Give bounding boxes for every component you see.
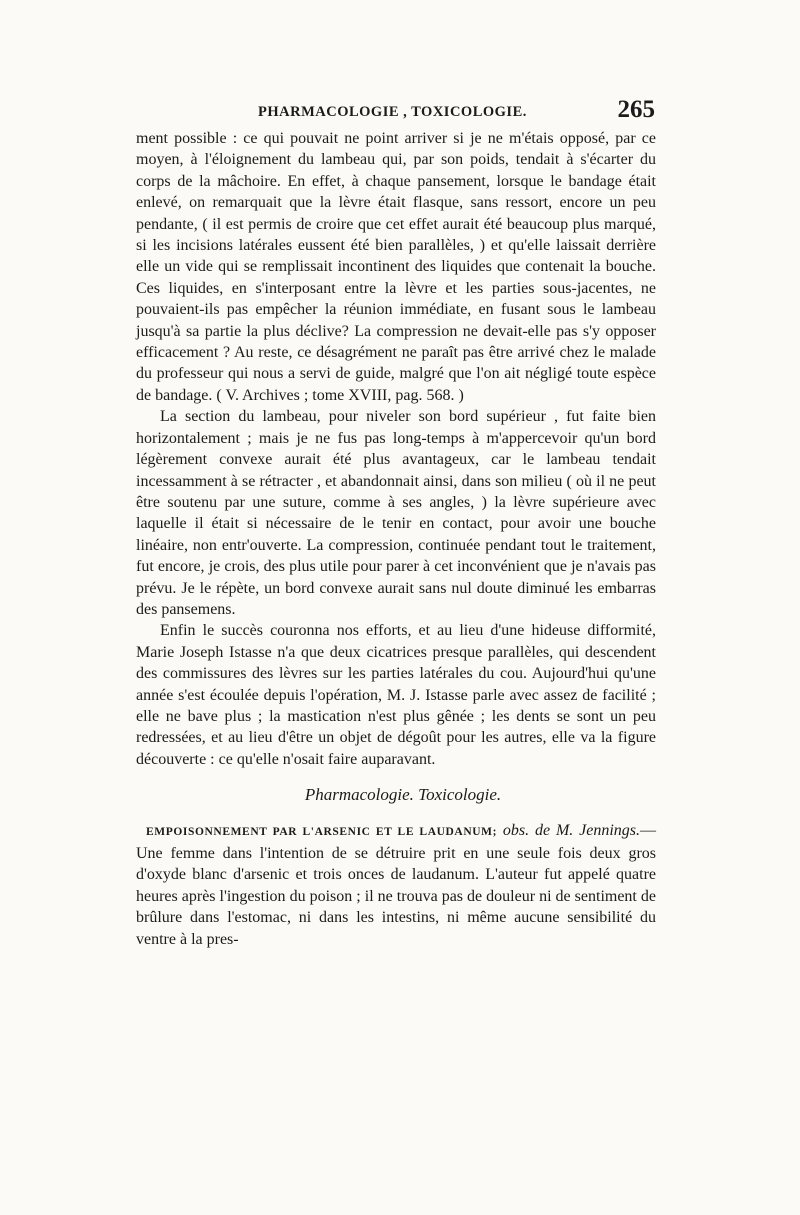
running-title: PHARMACOLOGIE , TOXICOLOGIE. <box>258 104 527 120</box>
case-attribution: obs. de M. Jennings. <box>502 821 640 839</box>
body-text <box>136 128 656 950</box>
paragraph-lambeau-section: La section du lambeau, pour niveler son bord supérieur , fut faite bien horizontalement ; mais je ne fus pas long-temps à m'appercevoir qu'un bord légèrement convexe aurait été plus avantageux, car le lambeau tendait incessamment à se rétracter , et abandonnait ainsi, dans son milieu ( où il ne peut être soutenu par une suture, comme à ses angles, ) la lèvre supérieure avec laquelle il était si nécessaire de le tenir en contact, pour avoir une bouche linéaire, non entr'ouverte. La compression, continuée pendant tout le traitement, fut encore, je crois, des plus utile pour parer à cet inconvénient que je n'avais pas prévu. Je le répète, un bord convexe aurait sans nul doute diminué les embarras des pansemens. <box>136 408 656 618</box>
section-title: Pharmacologie. Toxicologie. <box>304 785 502 805</box>
paragraph-continuation: ment possible : ce qui pouvait ne point arriver si je ne m'étais opposé, par ce moyen, à l'éloignement du lambeau qui, par son poids, tendait à s'écarter du corps de la mâchoire. En effet, à chaque pansement, lorsque le bandage était enlevé, on remarquait que la lèvre était flasque, sans ressort, encore un peu pendante, ( il est permis de croire que cet effet aurait été beaucoup plus marqué, si les incisions latérales eussent été bien parallèles, ) et qu'elle laissait derrière elle un vide qui se remplissait incontinent des liquides que contenait la bouche. Ces liquides, en s'interposant entre la lèvre et les parties sous-jacentes, ne pouvaient-ils pas empêcher la réunion immédiate, en fusant sous le lambeau jusqu'à sa partie la plus déclive? La compression ne devait-elle pas s'y opposer efficacement ? Au reste, ce désagrément ne paraît pas être arrivé chez le malade du professeur qui nous a servi de guide, malgré que l'on ait négligé toute espèce de bandage. ( V. Archives ; tome XVIII, pag. 568. ) <box>136 130 656 404</box>
page-number: 265 <box>617 96 655 123</box>
case-paragraph <box>136 820 656 950</box>
running-head <box>220 96 655 126</box>
paragraph-outcome: Enfin le succès couronna nos efforts, et au lieu d'une hideuse difformité, Marie Joseph Istasse n'a que deux cicatrices presque parallèles, qui descendent des commissures des lèvres sur les parties latérales du cou. Aujourd'hui qu'une année s'est écoulée depuis l'opération, M. J. Istasse parle avec assez de facilité ; elle ne bave plus ; la mastication n'est plus gênée ; les dents se sont un peu redressées, et au lieu d'être un objet de dégoût pour les autres, elle va la figure découverte : ce qu'elle n'osait faire auparavant. <box>136 622 656 768</box>
case-heading: EMPOISONNEMENT PAR L'ARSENIC ET LE LAUDANUM; <box>146 825 498 838</box>
case-body: —Une femme dans l'intention de se détruire prit en une seule fois deux gros d'oxyde blanc d'arsenic et trois onces de laudanum. L'auteur fut appelé quatre heures après l'ingestion du poison ; il ne trouva pas de douleur ni de sentiment de brûlure dans l'estomac, ni dans les intestins, ni même aucune sensibilité du ventre à la pres- <box>136 821 656 948</box>
